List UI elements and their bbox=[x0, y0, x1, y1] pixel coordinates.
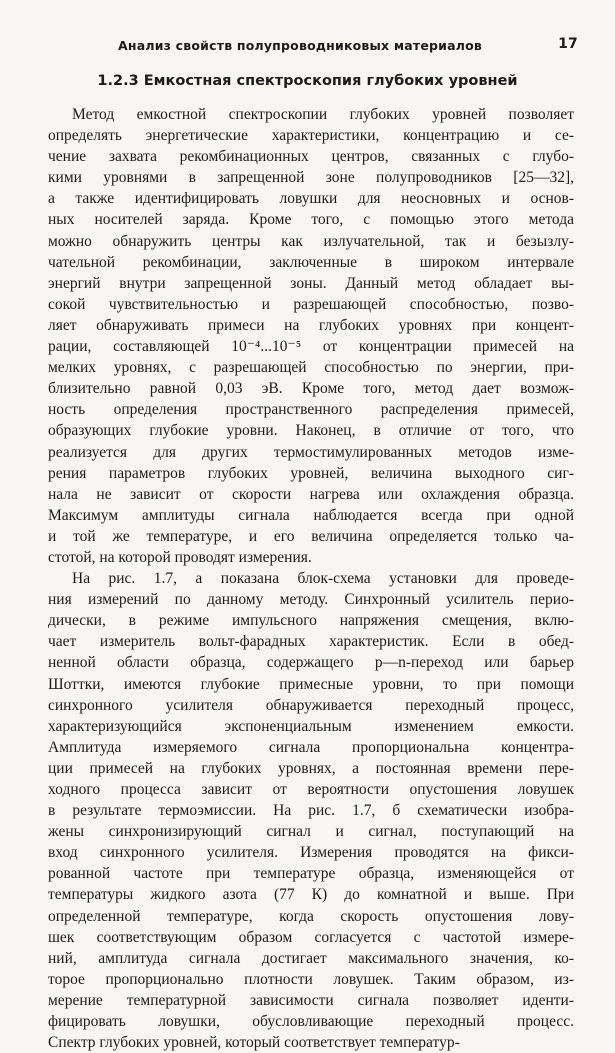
text-line: дически, в режиме импульсного напряжения смещения, вклю- bbox=[48, 612, 574, 630]
running-title: Анализ свойств полупроводниковых материалов bbox=[118, 38, 483, 53]
text-line: синхронного усилителя обнаруживается переходный процесс, bbox=[48, 696, 574, 714]
text-line: и той же температуре, и его величина определяется только ча- bbox=[48, 527, 574, 545]
text-line: определять энергетические характеристики, концентрацию и се- bbox=[48, 127, 574, 145]
text-line: ния измерений по данному методу. Синхронный усилитель перио- bbox=[48, 591, 574, 609]
text-line: можно обнаружить центры как излучательной, так и безызлу- bbox=[48, 232, 574, 250]
text-line: Максимум амплитуды сигнала наблюдается всегда при одной bbox=[48, 506, 574, 524]
text-line: стотой, на которой проводят измерения. bbox=[48, 548, 312, 566]
text-line: ний, амплитуда сигнала достигает максимального значения, ко- bbox=[48, 949, 574, 967]
text-line: чение захвата рекомбинационных центров, связанных с глубо- bbox=[48, 148, 574, 166]
text-line: мерение температурной зависимости сигнала позволяет иденти- bbox=[48, 991, 574, 1009]
text-line: определенной температуре, когда скорость опустошения лову- bbox=[48, 907, 574, 925]
text-line: Шоттки, имеются глубокие примесные уровни, то при помощи bbox=[48, 675, 574, 693]
text-line: торое пропорционально плотности ловушек. Таким образом, из- bbox=[48, 970, 574, 988]
text-line: чательной рекомбинации, заключенные в широком интервале bbox=[48, 253, 574, 271]
text-line: чает измеритель вольт-фарадных характеристик. Если в обед- bbox=[48, 633, 574, 651]
text-line: ции примесей на глубоких уровнях, а постоянная времени пере- bbox=[48, 759, 574, 777]
paragraph bbox=[48, 568, 574, 1053]
text-line: а также идентифицировать ловушки для неосновных и основ- bbox=[48, 190, 574, 208]
text-line: температуры жидкого азота (77 К) до комнатной и выше. При bbox=[48, 886, 574, 904]
text-line: образующих глубокие уровни. Наконец, в отличие от того, что bbox=[48, 422, 574, 440]
paragraph bbox=[48, 104, 574, 568]
text-line: шек соответствующим образом согласуется с частотой измере- bbox=[48, 928, 574, 946]
text-line: рованной частоте при температуре образца, изменяющейся от bbox=[48, 865, 574, 883]
text-line: в результате термоэмиссии. На рис. 1.7, б схематически изобра- bbox=[48, 802, 574, 820]
text-line: сокой чувствительностью и разрешающей способностью, позво- bbox=[48, 295, 574, 313]
text-line: ненной области образца, содержащего p—n-переход или барьер bbox=[48, 654, 574, 672]
text-line: Амплитуда измеряемого сигнала пропорциональна концентра- bbox=[48, 738, 574, 756]
text-line: близительно равной 0,03 эВ. Кроме того, метод дает возмож- bbox=[48, 380, 574, 398]
text-line: жены синхронизирующий сигнал и сигнал, поступающий на bbox=[48, 823, 574, 841]
text-line: ных носителей заряда. Кроме того, с помощью этого метода bbox=[48, 211, 574, 229]
text-line: характеризующийся экспоненциальным изменением емкости. bbox=[48, 717, 574, 735]
page-number: 17 bbox=[558, 36, 578, 52]
text-line: реализуется для других термостимулированных методов изме- bbox=[48, 443, 574, 461]
text-line: фицировать ловушки, обусловливающие переходный процесс. bbox=[48, 1013, 574, 1031]
text-line: энергий внутри запрещенной зоны. Данный метод обладает вы- bbox=[48, 274, 574, 292]
text-line: ность определения пространственного распределения примесей, bbox=[48, 401, 574, 419]
text-line: мелких уровнях, с разрешающей способностью по энергии, при- bbox=[48, 359, 574, 377]
running-head bbox=[108, 38, 578, 58]
text-line: вход синхронного усилителя. Измерения проводятся на фикси- bbox=[48, 844, 574, 862]
text-line: Метод емкостной спектроскопии глубоких уровней позволяет bbox=[72, 106, 574, 123]
text-line: рения параметров глубоких уровней, величина выходного сиг- bbox=[48, 464, 574, 482]
text-line: ходного процесса зависит от вероятности опустошения ловушек bbox=[48, 781, 574, 798]
body-text bbox=[48, 104, 574, 1053]
text-line: На рис. 1.7, а показана блок-схема установки для проведе- bbox=[72, 570, 574, 588]
text-line: рации, составляющей 10⁻⁴...10⁻⁵ от концентрации примесей на bbox=[48, 338, 574, 356]
text-line: нала не зависит от скорости нагрева или охлаждения образца. bbox=[48, 485, 574, 503]
section-heading: 1.2.3 Емкостная спектроскопия глубоких уровней bbox=[97, 73, 518, 89]
text-line: Спектр глубоких уровней, который соответствует температур- bbox=[48, 1034, 460, 1052]
text-line: кими уровнями в запрещенной зоне полупроводников [25—32], bbox=[48, 169, 574, 187]
text-line: ляет обнаруживать примеси на глубоких уровнях при концент- bbox=[48, 316, 574, 334]
